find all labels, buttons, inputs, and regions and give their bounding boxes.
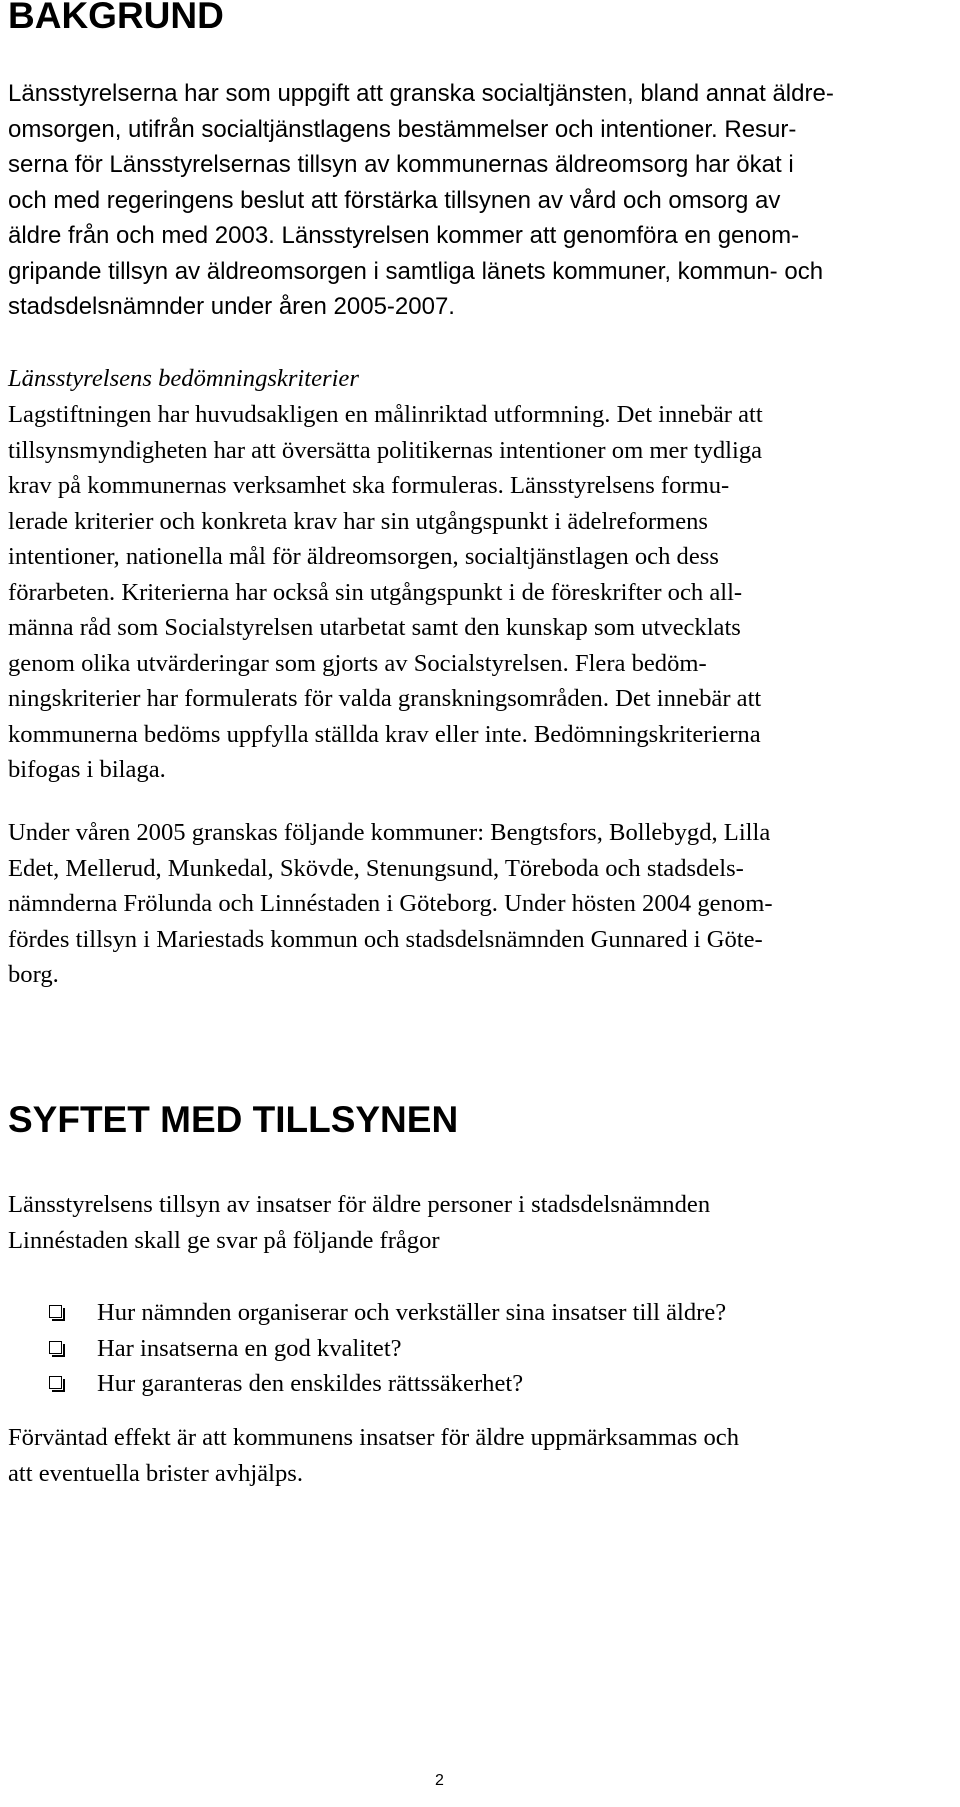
text-line: Linnéstaden skall ge svar på följande frågor (8, 1226, 440, 1254)
section-heading-bakgrund: BAKGRUND (8, 0, 224, 36)
question-list (8, 1295, 948, 1402)
text-line: Länsstyrelserna har som uppgift att granska socialtjänsten, bland annat äldre- (8, 80, 834, 107)
section-heading-syftet: SYFTET MED TILLSYNEN (8, 1099, 459, 1140)
text-line: att eventuella brister avhjälps. (8, 1459, 304, 1487)
text-line: ningskriterier har formulerats för valda granskningsområden. Det innebär att (8, 685, 762, 712)
list-item (8, 1331, 948, 1367)
question-text: Hur garanteras den enskildes rättssäkerhet? (97, 1370, 524, 1397)
text-line: Förväntad effekt är att kommunens insatser för äldre uppmärksammas och (8, 1424, 739, 1451)
list-item (8, 1366, 948, 1402)
text-line: Lagstiftningen har huvudsakligen en målinriktad utformning. Det innebär att (8, 401, 763, 428)
text-line: omsorgen, utifrån socialtjänstlagens bestämmelser och intentioner. Resur- (8, 115, 797, 143)
text-line: kommunerna bedöms uppfylla ställda krav eller inte. Bedömningskriterierna (8, 720, 761, 748)
list-item (8, 1295, 948, 1331)
text-line: äldre från och med 2003. Länsstyrelsen kommer att genomföra en genom- (8, 222, 800, 249)
question-text: Har insatserna en god kvalitet? (97, 1334, 402, 1362)
paragraph-background (8, 76, 948, 325)
checkbox-bullet-icon (49, 1305, 62, 1318)
subheading-assessment-criteria: Länsstyrelsens bedömningskriterier (8, 365, 359, 392)
text-line: tillsynsmyndigheten har att översätta politikernas intentioner om mer tydliga (8, 436, 763, 464)
text-line: och med regeringens beslut att förstärka tillsynen av vård och omsorg av (8, 186, 781, 214)
text-line: förarbeten. Kriterierna har också sin utgångspunkt i de föreskrifter och all- (8, 578, 743, 606)
paragraph-purpose (8, 1187, 948, 1258)
text-line: lerade kriterier och konkreta krav har sin utgångspunkt i ädelreformens (8, 507, 708, 535)
question-text: Hur nämnden organiserar och verkställer sina insatser till äldre? (97, 1299, 727, 1326)
paragraph-municipalities (8, 815, 948, 993)
text-line: Under våren 2005 granskas följande kommuner: Bengtsfors, Bollebygd, Lilla (8, 819, 771, 846)
checkbox-bullet-icon (49, 1341, 62, 1354)
text-line: stadsdelsnämnder under åren 2005-2007. (8, 293, 455, 320)
text-line: genom olika utvärderingar som gjorts av Socialstyrelsen. Flera bedöm- (8, 649, 707, 677)
text-line: nämnderna Frölunda och Linnéstaden i Göteborg. Under hösten 2004 genom- (8, 890, 773, 917)
paragraph-criteria (8, 397, 948, 788)
text-line: bifogas i bilaga. (8, 756, 166, 783)
checkbox-bullet-icon (49, 1376, 62, 1389)
text-line: borg. (8, 961, 59, 988)
page-number: 2 (435, 1772, 444, 1789)
text-line: krav på kommunernas verksamhet ska formuleras. Länsstyrelsens formu- (8, 472, 730, 499)
text-line: serna för Länsstyrelsernas tillsyn av kommunernas äldreomsorg har ökat i (8, 151, 794, 178)
text-line: intentioner, nationella mål för äldreomsorgen, socialtjänstlagen och dess (8, 543, 719, 570)
paragraph-expected-effect (8, 1420, 948, 1491)
text-line: Edet, Mellerud, Munkedal, Skövde, Stenungsund, Töreboda och stadsdels- (8, 854, 744, 882)
text-line: gripande tillsyn av äldreomsorgen i samtliga länets kommuner, kommun- och (8, 257, 824, 285)
text-line: männa råd som Socialstyrelsen utarbetat samt den kunskap som utvecklats (8, 614, 741, 641)
document-page (8, 0, 948, 1807)
text-line: Länsstyrelsens tillsyn av insatser för äldre personer i stadsdelsnämnden (8, 1191, 711, 1218)
text-line: fördes tillsyn i Mariestads kommun och stadsdelsnämnden Gunnared i Göte- (8, 925, 763, 953)
